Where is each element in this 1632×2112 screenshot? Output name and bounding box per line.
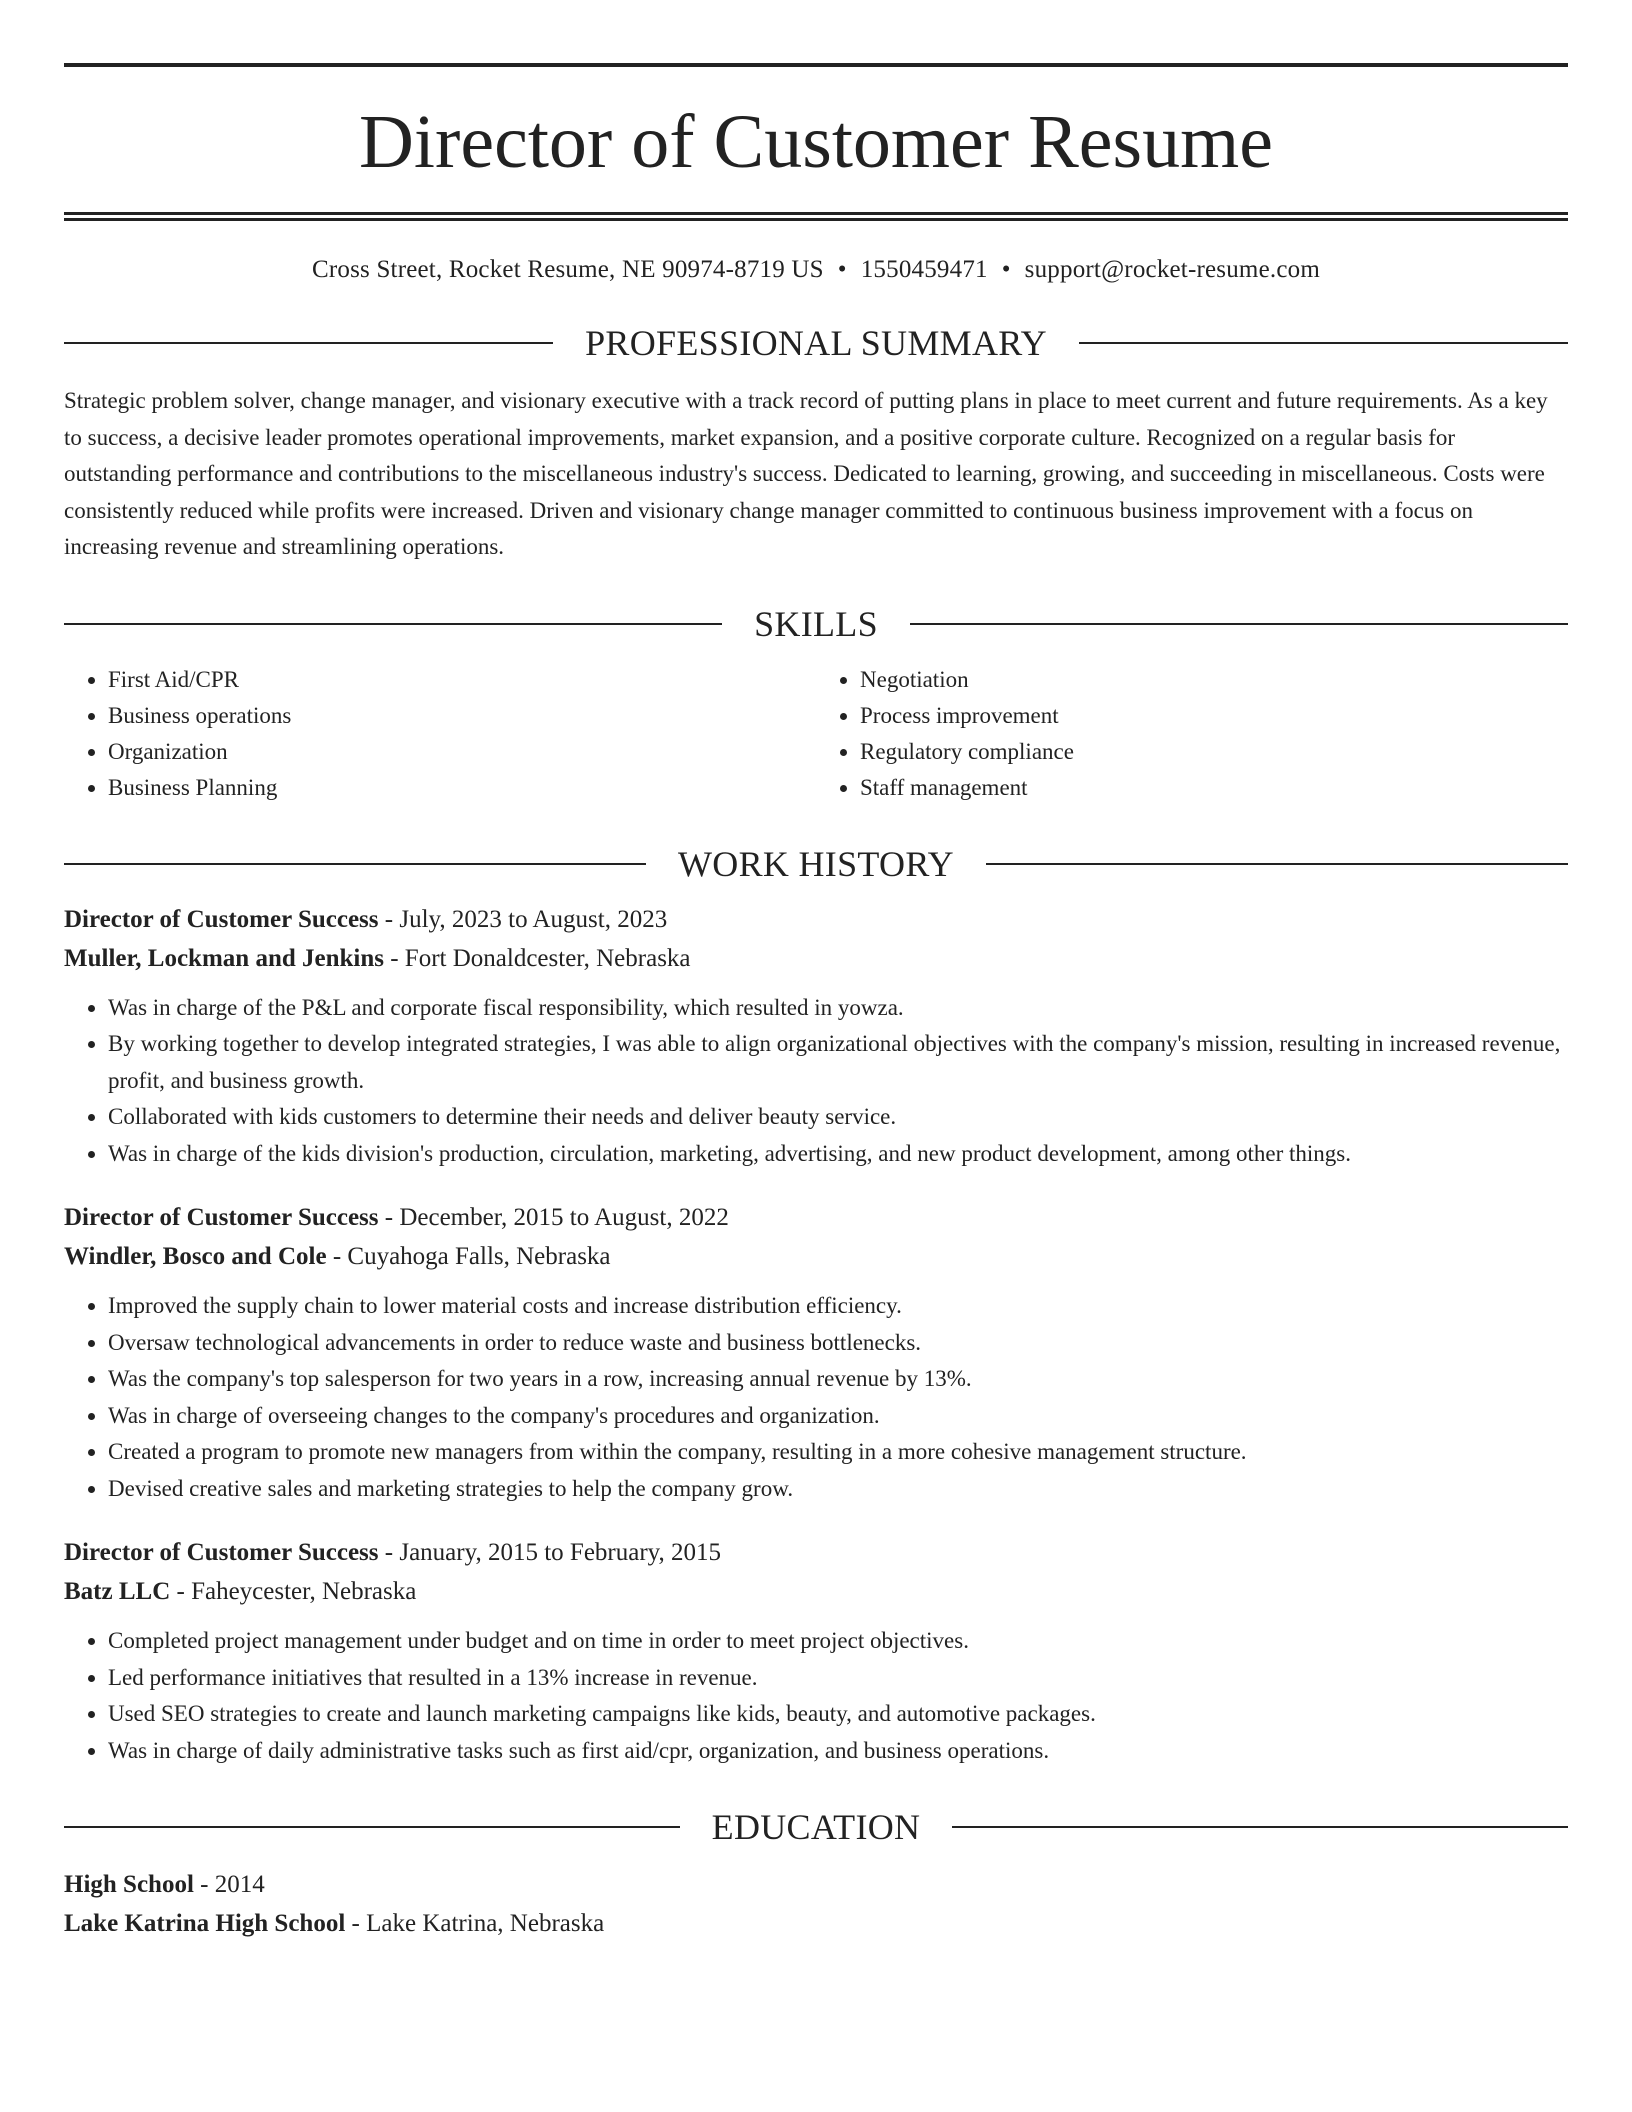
job-bullet: • Created a program to promote new managers from within the company, resulting in a more cohesive management structure. [108,1434,1568,1471]
education-school-line [64,1904,1568,1943]
contact-line [64,255,1568,285]
job-bullet: • Was in charge of overseeing changes to the company's procedures and organization. [108,1398,1568,1435]
skill-item: • Negotiation [860,662,1568,698]
job-bullet: • Completed project management under budget and on time in order to meet project objectives. [108,1623,1568,1660]
skill-item: • Staff management [860,770,1568,806]
job-entry [64,1533,1568,1769]
job-title-line [64,1533,1568,1572]
skill-item: • Process improvement [860,698,1568,734]
job-bullet: • Devised creative sales and marketing strategies to help the company grow. [108,1471,1568,1508]
job-title-line [64,1198,1568,1237]
job-title-line [64,900,1568,939]
skills-heading-label: SKILLS [754,603,878,644]
job-bullet: • Oversaw technological advancements in order to reduce waste and business bottlenecks. [108,1325,1568,1362]
contact-phone[interactable]: 1550459471 [860,256,988,283]
skill-item: • Business operations [108,698,816,734]
contact-email[interactable]: support@rocket-resume.com [1024,256,1320,283]
top-rule [64,63,1568,67]
job-location: - Cuyahoga Falls, Nebraska [326,1243,611,1270]
job-bullet: • Was the company's top salesperson for two years in a row, increasing annual revenue by 13%. [108,1361,1568,1398]
skills-column-right [816,662,1568,806]
title-double-rule [64,212,1568,221]
education-location: - Lake Katrina, Nebraska [345,1910,605,1937]
resume-title: Director of Customer Resume [359,100,1273,184]
job-bullet: • Improved the supply chain to lower material costs and increase distribution efficiency. [108,1288,1568,1325]
heading-rule-right [986,863,1568,865]
job-bullet: • Was in charge of the P&L and corporate fiscal responsibility, which resulted in yowza. [108,990,1568,1027]
heading-rule-left [64,863,646,865]
job-title: Director of Customer Success [64,1539,379,1566]
heading-rule-left [64,1826,680,1828]
job-dates: - January, 2015 to February, 2015 [378,1539,722,1566]
job-bullet: • By working together to develop integrated strategies, I was able to align organizational objectives with the company's mission, resulting in increased revenue, profit, and business growth. [108,1026,1568,1099]
contact-separator: • [1001,256,1011,283]
job-bullets [64,1288,1568,1507]
contact-separator: • [837,256,847,283]
heading-rule-left [64,342,553,344]
job-bullet: • Led performance initiatives that resulted in a 13% increase in revenue. [108,1660,1568,1697]
job-bullets [64,990,1568,1173]
job-title: Director of Customer Success [64,905,379,933]
skill-item: • First Aid/CPR [108,662,816,698]
heading-rule-left [64,623,722,625]
work-heading-label: WORK HISTORY [678,843,954,884]
skill-item: • Organization [108,734,816,770]
job-company: Batz LLC [64,1578,171,1605]
job-company-line [64,939,1568,978]
job-bullet: • Used SEO strategies to create and launch marketing campaigns like kids, beauty, and automotive packages. [108,1696,1568,1733]
education-degree-line [64,1865,1568,1904]
education-heading-label: EDUCATION [711,1807,921,1847]
job-entry [64,900,1568,1173]
job-location: - Faheycester, Nebraska [170,1578,417,1605]
job-dates: - December, 2015 to August, 2022 [378,1204,729,1231]
heading-rule-right [952,1826,1568,1828]
skills-column-left [64,662,816,806]
heading-rule-right [1079,342,1568,344]
education-entry [64,1865,1568,1943]
skill-item: • Business Planning [108,770,816,806]
job-bullet: • Was in charge of daily administrative tasks such as first aid/cpr, organization, and business operations. [108,1733,1568,1770]
job-company-line [64,1572,1568,1611]
education-degree: High School [64,1871,194,1898]
job-company-line [64,1237,1568,1276]
job-bullet: • Was in charge of the kids division's production, circulation, marketing, advertising, and new product development, among other things. [108,1136,1568,1173]
summary-section-heading [64,325,1568,361]
job-bullet: • Collaborated with kids customers to determine their needs and deliver beauty service. [108,1099,1568,1136]
education-school: Lake Katrina High School [64,1910,346,1937]
summary-text: Strategic problem solver, change manager, and visionary executive with a track record of putting plans in place to meet current and future requirements. As a key to success, a decisive leader promotes operational improvements, market expansion, and a positive corporate culture. Recognized on a regular basis for outstanding performance and contributions to the miscellaneous industry's success. Dedicated to learning, growing, and succeeding in miscellaneous. Costs were consistently reduced while profits were increased. Driven and visionary change manager committed to continuous business improvement with a focus on increasing revenue and streamlining operations. [64,388,1548,559]
job-company: Windler, Bosco and Cole [64,1243,327,1270]
job-title: Director of Customer Success [64,1204,379,1231]
contact-address: Cross Street, Rocket Resume, NE 90974-8719 US [312,256,824,283]
work-section-heading [64,843,1568,884]
heading-rule-right [910,623,1568,625]
job-entry [64,1198,1568,1507]
job-location: - Fort Donaldcester, Nebraska [383,944,691,972]
education-year: - 2014 [193,1871,265,1898]
summary-heading-label: PROFESSIONAL SUMMARY [585,323,1047,363]
education-section-heading [64,1809,1568,1845]
job-company: Muller, Lockman and Jenkins [64,944,384,972]
skills-section-heading [64,603,1568,644]
job-bullets [64,1623,1568,1769]
job-dates: - July, 2023 to August, 2023 [378,905,668,933]
skill-item: • Regulatory compliance [860,734,1568,770]
skills-list [64,662,1568,806]
